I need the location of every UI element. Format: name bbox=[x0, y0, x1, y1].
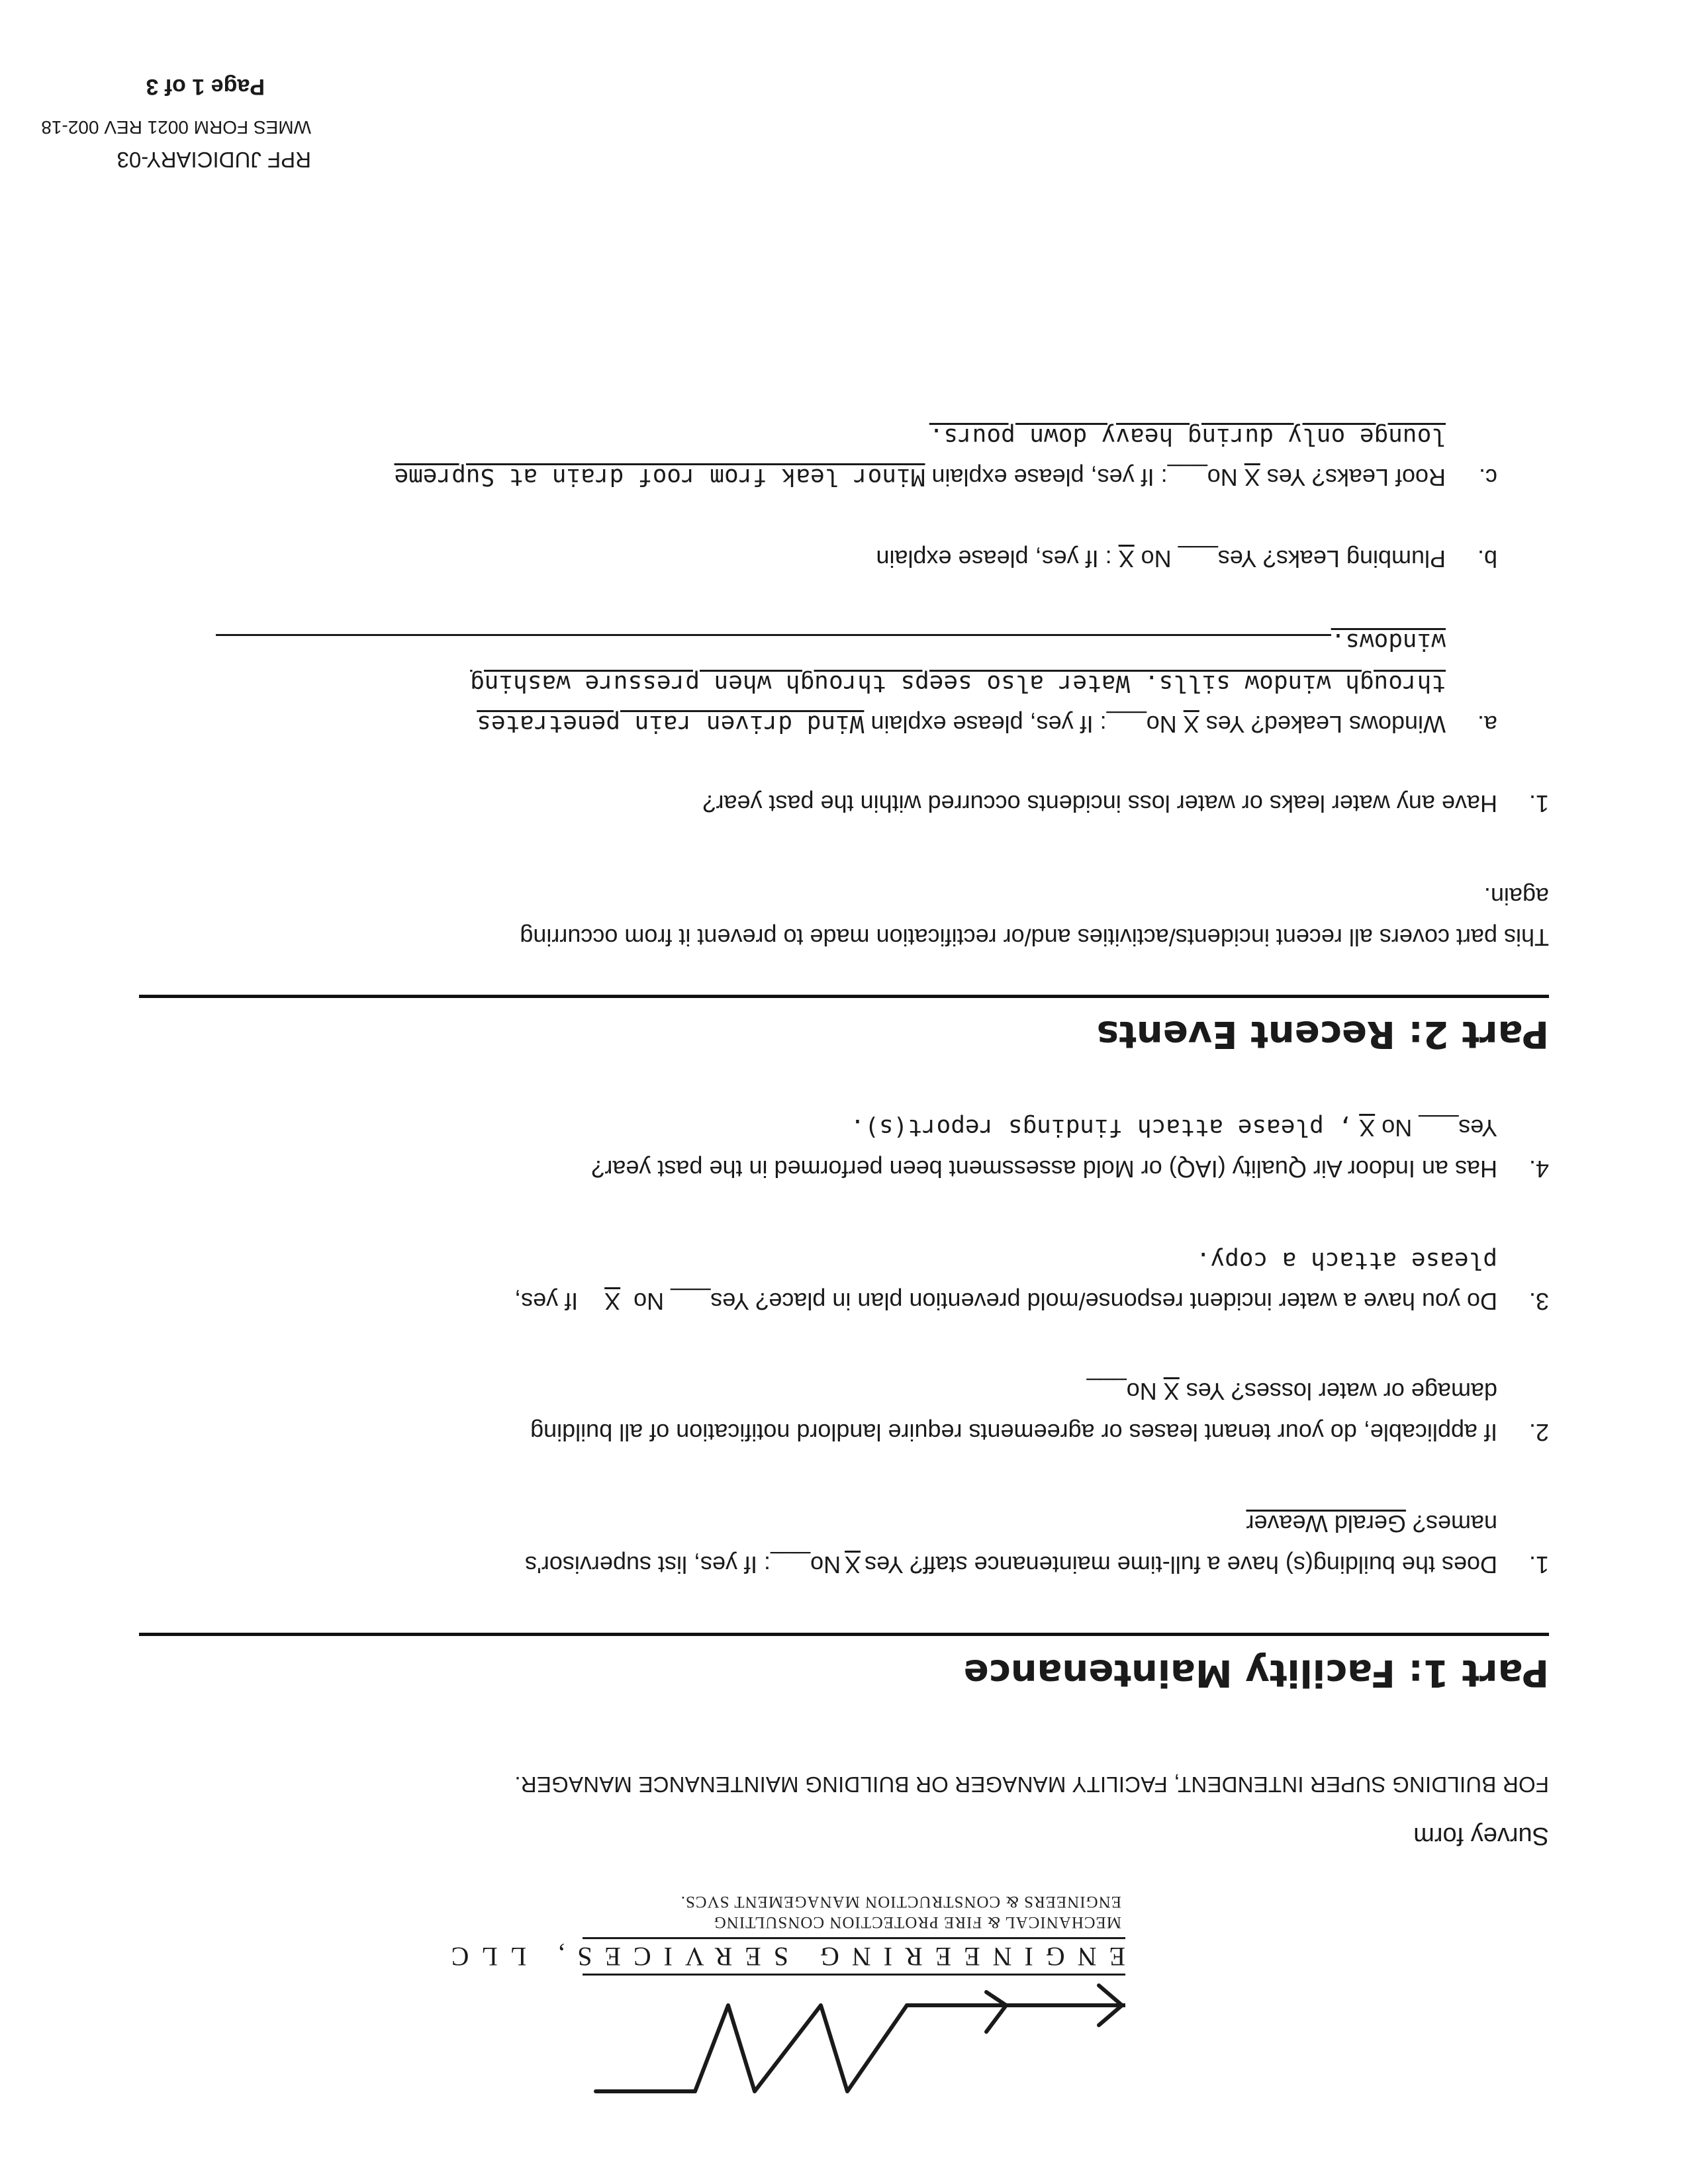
part1-rule bbox=[139, 1633, 1549, 1636]
question-text: Does the building(s) have a full-time maintenance staff? Yes bbox=[865, 1551, 1497, 1578]
windows-answer-end: windows. bbox=[1331, 628, 1446, 655]
part1-question-1-line2 bbox=[1246, 1503, 1497, 1544]
question-number: 2. bbox=[1528, 1419, 1549, 1446]
supervisor-answer: Gerald Weaver bbox=[1246, 1510, 1406, 1537]
company-tagline-2: ENGINEERS & CONSTRUCTION MANAGEMENT SVCS. bbox=[680, 1893, 1121, 1911]
question-text: names? bbox=[1412, 1510, 1497, 1537]
part2-intro-line2: again. bbox=[1483, 883, 1549, 910]
question-number: 3. bbox=[1528, 1288, 1549, 1315]
question-text: damage or water losses? Yes bbox=[1186, 1378, 1497, 1405]
part1-question-4 bbox=[591, 1148, 1549, 1189]
survey-label: Survey form bbox=[1413, 1822, 1549, 1850]
logo-rule-bottom bbox=[583, 1937, 1125, 1939]
wm-logo-mark bbox=[583, 1979, 1125, 2105]
question-number: 1. bbox=[1528, 1551, 1549, 1578]
yes-mark: X bbox=[845, 1551, 861, 1578]
item-text: Roof Leaks? Yes bbox=[1266, 464, 1446, 491]
roof-answer: Minor leak from roof drain at Supreme bbox=[394, 463, 925, 490]
item-letter: a. bbox=[1477, 711, 1497, 738]
part2-item-b bbox=[876, 538, 1497, 579]
part1-heading: Part 1: Facility Maintenance bbox=[963, 1651, 1549, 1694]
item-letter: b. bbox=[1477, 545, 1497, 572]
part1-question-3 bbox=[514, 1281, 1549, 1322]
item-text-mid: : If yes, please explain bbox=[876, 545, 1112, 572]
part2-item-c bbox=[395, 456, 1497, 498]
part1-question-3-line2: please attach a copy. bbox=[1196, 1247, 1497, 1274]
company-logo bbox=[438, 1893, 1125, 2105]
no-mark: X bbox=[1359, 1115, 1376, 1142]
part2-heading: Part 2: Recent Events bbox=[1096, 1013, 1549, 1056]
part2-intro: This part covers all recent incidents/activities and/or rectification made to prevent it from occurring bbox=[520, 924, 1549, 951]
part1-question-1 bbox=[525, 1544, 1549, 1585]
no-text: No___ bbox=[1086, 1378, 1157, 1405]
yes-mark: X bbox=[1163, 1378, 1180, 1405]
audience-line: FOR BUILDING SUPER INTENDENT, FACILITY MANAGER OR BUILDING MAINTENANCE MANAGER. bbox=[514, 1772, 1549, 1797]
no-mark: X bbox=[1118, 545, 1135, 572]
company-tagline-1: MECHANICAL & FIRE PROTECTION CONSULTING bbox=[713, 1913, 1121, 1931]
logo-rule-top bbox=[583, 1974, 1125, 1976]
answer-blank-line bbox=[216, 634, 1331, 655]
part1-question-2 bbox=[530, 1412, 1549, 1453]
question-text: Have any water leaks or water loss incidents occurred within the past year? bbox=[702, 790, 1497, 817]
yes-mark: X bbox=[1244, 464, 1260, 491]
question-text-suffix: If yes, bbox=[514, 1288, 579, 1315]
question-text: Do you have a water incident response/mold prevention plan in place? Yes___ No bbox=[633, 1288, 1497, 1315]
yes-mark: X bbox=[1183, 711, 1199, 738]
windows-answer: Wind driven rain penetrates bbox=[477, 710, 865, 737]
item-text-mid: No___: If yes, please explain bbox=[931, 464, 1238, 491]
part1-question-2-line2 bbox=[1087, 1371, 1497, 1412]
part2-rule bbox=[139, 995, 1549, 998]
document-id: RPF JUDICIARY-03 bbox=[117, 148, 311, 172]
roof-answer-line2: lounge only during heavy down pours. bbox=[929, 423, 1446, 450]
part1-question-4-line2 bbox=[851, 1107, 1497, 1148]
form-id: WMES FORM 0021 REV 002-18 bbox=[41, 117, 311, 138]
question-number: 4. bbox=[1528, 1156, 1549, 1183]
question-number: 1. bbox=[1528, 790, 1549, 817]
item-text-mid: No___: If yes, please explain bbox=[870, 711, 1177, 738]
page-number: Page 1 of 3 bbox=[146, 74, 265, 99]
item-text: Windows Leaked? Yes bbox=[1205, 711, 1446, 738]
question-text: If applicable, do your tenant leases or agreements require landlord notification of all building bbox=[530, 1419, 1497, 1446]
windows-answer-line3 bbox=[216, 621, 1446, 662]
part2-question-1 bbox=[702, 783, 1549, 824]
company-name: ENGINEERING SERVICES, LLC bbox=[438, 1942, 1125, 1972]
item-text: Plumbing Leaks? Yes___ No bbox=[1141, 545, 1446, 572]
question-text: Has an Indoor Air Quality (IAQ) or Mold assessment been performed in the past year? bbox=[591, 1156, 1497, 1183]
question-text-suffix: , please attach findings report(s). bbox=[850, 1114, 1353, 1141]
no-mark: X bbox=[604, 1288, 621, 1315]
windows-answer-line2: through window sills. Water also seeps through when pressure washing bbox=[470, 670, 1446, 697]
item-letter: c. bbox=[1478, 464, 1497, 491]
question-text: Yes___ No bbox=[1382, 1115, 1497, 1142]
no-text: No___: If yes, list supervisor's bbox=[525, 1551, 841, 1578]
part2-item-a bbox=[477, 703, 1497, 745]
